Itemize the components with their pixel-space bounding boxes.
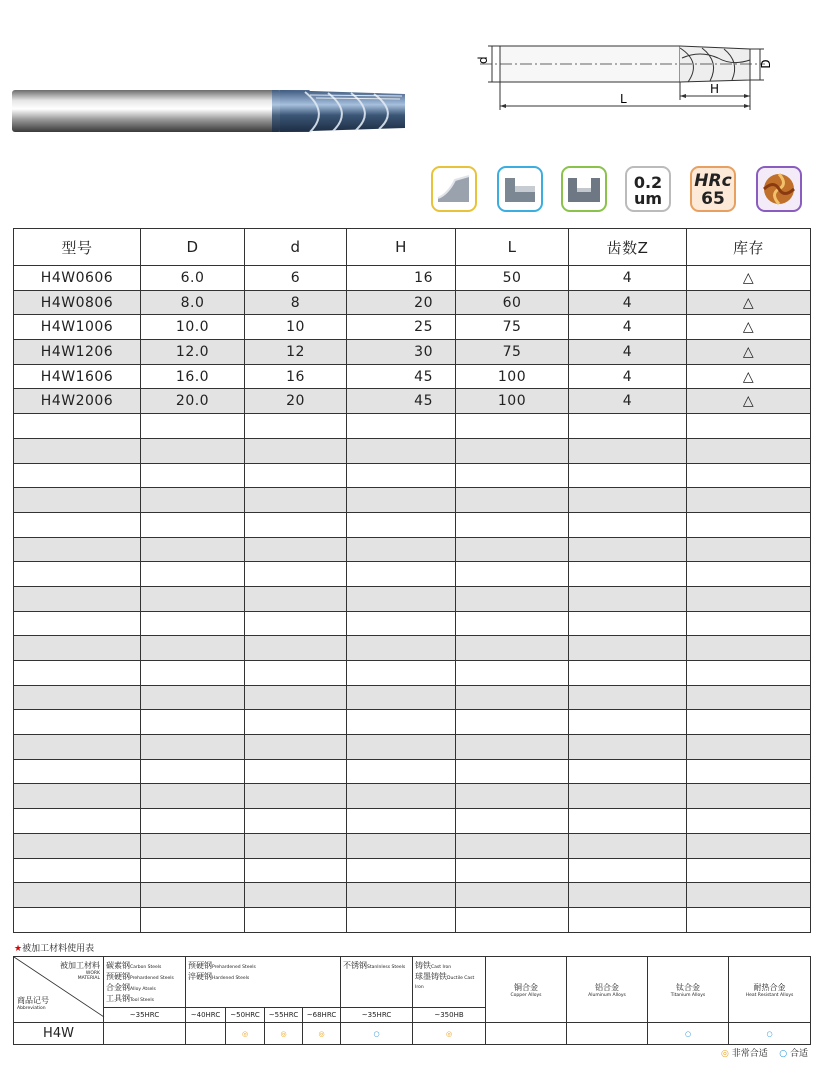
table-row <box>14 809 811 834</box>
table-cell <box>245 512 347 537</box>
materials-title-text: 被加工材料使用表 <box>22 944 95 954</box>
table-cell <box>347 883 456 908</box>
table-cell: 50 <box>456 266 569 291</box>
table-cell <box>141 636 245 661</box>
suitability-mark: ○ <box>648 1023 729 1045</box>
table-cell: 16.0 <box>141 364 245 389</box>
table-cell <box>141 438 245 463</box>
profile-milling-icon <box>431 166 477 212</box>
table-cell <box>141 661 245 686</box>
table-cell <box>14 438 141 463</box>
table-cell: 4 <box>569 364 687 389</box>
table-cell <box>687 512 811 537</box>
table-cell <box>687 661 811 686</box>
table-row <box>14 389 811 414</box>
table-cell <box>456 784 569 809</box>
table-cell <box>569 883 687 908</box>
drawing-label-D: D <box>759 59 773 69</box>
table-row <box>14 364 811 389</box>
table-cell: H4W1606 <box>14 364 141 389</box>
material-hardened-steels <box>186 957 341 1008</box>
table-row <box>14 340 811 365</box>
table-cell <box>569 809 687 834</box>
table-cell <box>14 611 141 636</box>
table-cell <box>347 414 456 439</box>
table-cell: 12.0 <box>141 340 245 365</box>
materials-title <box>14 941 94 954</box>
table-cell: 8 <box>245 290 347 315</box>
table-cell <box>456 463 569 488</box>
grade-cell: ~68HRC <box>303 1008 341 1023</box>
table-row <box>14 488 811 513</box>
table-cell: 12 <box>245 340 347 365</box>
table-cell <box>141 784 245 809</box>
table-cell <box>141 759 245 784</box>
table-cell: △ <box>687 340 811 365</box>
material-line: 不锈钢Stanlnless Steels <box>343 961 406 970</box>
drawing-label-H: H <box>710 82 720 96</box>
table-cell <box>347 463 456 488</box>
grade-cell: ~35HRC <box>104 1008 186 1023</box>
table-cell <box>347 833 456 858</box>
table-row <box>14 562 811 587</box>
table-cell <box>245 636 347 661</box>
table-cell <box>687 784 811 809</box>
table-cell <box>347 488 456 513</box>
grade-cell: ~40HRC <box>186 1008 226 1023</box>
table-cell <box>687 685 811 710</box>
material-carbon-steels <box>104 957 186 1008</box>
table-cell <box>456 562 569 587</box>
table-cell <box>569 735 687 760</box>
table-cell <box>456 636 569 661</box>
material-aluminum: 铝合金 Aluminum Alloys <box>567 957 648 1023</box>
table-cell <box>245 414 347 439</box>
table-cell <box>687 463 811 488</box>
table-cell: 20.0 <box>141 389 245 414</box>
table-cell <box>569 759 687 784</box>
hardness-value: 65 <box>701 189 725 209</box>
table-cell <box>687 636 811 661</box>
table-row <box>14 266 811 291</box>
table-cell <box>456 710 569 735</box>
table-cell <box>347 710 456 735</box>
table-cell <box>569 611 687 636</box>
table-cell: 100 <box>456 364 569 389</box>
suitability-mark: ◎ <box>413 1023 486 1045</box>
corner-work-zh: 被加工材料 <box>60 961 100 970</box>
spec-table <box>13 228 811 933</box>
grade-cell: ~350HB <box>413 1008 486 1023</box>
legend-suitable: 合适 <box>789 1049 808 1059</box>
table-cell <box>245 809 347 834</box>
table-cell <box>245 858 347 883</box>
table-cell <box>14 858 141 883</box>
table-cell <box>14 463 141 488</box>
table-cell <box>687 562 811 587</box>
suitability-mark: ◎ <box>226 1023 265 1045</box>
table-cell: 20 <box>347 290 456 315</box>
legend <box>721 1046 808 1059</box>
table-cell: H4W0806 <box>14 290 141 315</box>
table-cell <box>347 685 456 710</box>
grade-cell: ~55HRC <box>265 1008 303 1023</box>
table-cell <box>141 809 245 834</box>
table-cell <box>14 710 141 735</box>
material-copper: 铜合金 Copper Alloys <box>486 957 567 1023</box>
materials-table <box>13 956 811 1045</box>
table-cell <box>456 488 569 513</box>
table-cell <box>687 710 811 735</box>
table-cell <box>569 562 687 587</box>
table-cell <box>14 661 141 686</box>
table-cell <box>14 488 141 513</box>
table-cell <box>14 636 141 661</box>
table-cell <box>245 833 347 858</box>
table-cell <box>245 537 347 562</box>
table-cell: H4W2006 <box>14 389 141 414</box>
table-row <box>14 414 811 439</box>
table-cell <box>245 438 347 463</box>
suitability-mark <box>567 1023 648 1045</box>
table-cell <box>14 512 141 537</box>
table-cell <box>141 414 245 439</box>
table-cell <box>347 907 456 932</box>
table-cell <box>141 512 245 537</box>
table-cell <box>569 858 687 883</box>
hardness-label: HRc <box>694 171 732 191</box>
header-D: D <box>141 229 245 266</box>
table-cell <box>141 463 245 488</box>
table-cell <box>687 759 811 784</box>
table-cell <box>569 710 687 735</box>
material-line: 预硬钢Prehardened Steels <box>188 961 256 970</box>
drawing-label-L: L <box>620 92 627 106</box>
table-cell <box>456 438 569 463</box>
table-cell <box>141 611 245 636</box>
table-cell <box>245 759 347 784</box>
hardness-icon <box>690 166 736 212</box>
table-cell: 75 <box>456 340 569 365</box>
surface-roughness-unit: um <box>633 189 663 208</box>
table-row <box>14 290 811 315</box>
material-line: 球墨铸铁Ductile Cast Iron <box>415 972 475 990</box>
table-cell <box>141 833 245 858</box>
grade-cell: ~35HRC <box>341 1008 413 1023</box>
table-cell <box>456 907 569 932</box>
table-cell: 4 <box>569 290 687 315</box>
corner-work-en1: WORK <box>85 971 100 976</box>
star-icon: ★ <box>14 944 23 954</box>
table-cell <box>141 883 245 908</box>
material-heat-resistant: 耐热合金 Heat Resistant Alloys <box>729 957 811 1023</box>
table-cell <box>141 735 245 760</box>
table-cell <box>687 611 811 636</box>
table-cell <box>347 735 456 760</box>
table-cell <box>456 512 569 537</box>
table-cell: 4 <box>569 389 687 414</box>
material-stainless-steels <box>341 957 413 1008</box>
table-cell: 10.0 <box>141 315 245 340</box>
table-cell: 16 <box>245 364 347 389</box>
slot-milling-icon <box>561 166 607 212</box>
table-cell: △ <box>687 266 811 291</box>
table-cell <box>245 907 347 932</box>
suitability-mark: ○ <box>341 1023 413 1045</box>
table-cell: 75 <box>456 315 569 340</box>
table-cell <box>569 463 687 488</box>
table-cell <box>14 586 141 611</box>
table-cell <box>569 661 687 686</box>
suitable-icon: ○ <box>779 1049 788 1059</box>
table-cell <box>347 537 456 562</box>
table-cell <box>687 414 811 439</box>
table-cell <box>245 784 347 809</box>
table-cell <box>14 883 141 908</box>
table-cell <box>245 562 347 587</box>
table-cell <box>14 809 141 834</box>
table-cell <box>456 611 569 636</box>
table-cell <box>14 759 141 784</box>
table-cell <box>14 907 141 932</box>
table-cell: H4W1206 <box>14 340 141 365</box>
table-cell <box>687 907 811 932</box>
table-cell <box>456 809 569 834</box>
suitability-mark: ◎ <box>303 1023 341 1045</box>
material-line: 合金钢Alloy Atsels <box>106 983 156 992</box>
table-cell <box>141 586 245 611</box>
suitability-mark <box>104 1023 186 1045</box>
table-cell <box>141 710 245 735</box>
suitability-mark <box>186 1023 226 1045</box>
table-cell: 6.0 <box>141 266 245 291</box>
material-line: 碳素钢Carbon Steels <box>106 961 162 970</box>
table-cell <box>456 685 569 710</box>
table-cell <box>456 537 569 562</box>
table-cell <box>245 661 347 686</box>
table-row <box>14 315 811 340</box>
product-row <box>14 1023 811 1045</box>
table-cell: 4 <box>569 266 687 291</box>
table-cell: 30 <box>347 340 456 365</box>
table-cell <box>569 537 687 562</box>
table-cell <box>14 735 141 760</box>
table-cell: 4 <box>569 340 687 365</box>
table-cell <box>456 858 569 883</box>
coating-icon <box>756 166 802 212</box>
materials-header-row <box>14 957 811 1008</box>
table-cell <box>687 833 811 858</box>
table-cell <box>456 759 569 784</box>
table-cell <box>245 710 347 735</box>
table-cell <box>347 661 456 686</box>
table-cell <box>569 512 687 537</box>
table-row <box>14 858 811 883</box>
very-suitable-icon: ◎ <box>721 1049 729 1059</box>
material-line: 铸铁Cast Iron <box>415 961 452 970</box>
table-cell: 45 <box>347 389 456 414</box>
table-cell <box>245 685 347 710</box>
table-cell <box>569 784 687 809</box>
table-cell: 16 <box>347 266 456 291</box>
table-cell <box>141 537 245 562</box>
table-cell <box>347 809 456 834</box>
table-cell <box>569 414 687 439</box>
end-mill-photo <box>10 82 410 142</box>
table-row <box>14 586 811 611</box>
corner-work-en2: MATERIAL <box>77 976 100 981</box>
suitability-mark: ○ <box>729 1023 811 1045</box>
table-cell <box>687 883 811 908</box>
table-cell <box>687 438 811 463</box>
table-cell <box>456 414 569 439</box>
table-row <box>14 735 811 760</box>
table-cell <box>569 586 687 611</box>
table-cell <box>456 883 569 908</box>
table-row <box>14 438 811 463</box>
table-cell <box>456 833 569 858</box>
table-cell <box>687 735 811 760</box>
table-cell: H4W0606 <box>14 266 141 291</box>
table-cell <box>245 735 347 760</box>
header-d: d <box>245 229 347 266</box>
product-code: H4W <box>14 1023 104 1045</box>
table-cell <box>569 685 687 710</box>
table-cell: △ <box>687 389 811 414</box>
table-cell <box>141 685 245 710</box>
table-cell <box>456 586 569 611</box>
table-cell: 10 <box>245 315 347 340</box>
spec-table-header <box>14 229 811 266</box>
table-cell <box>687 809 811 834</box>
header-H: H <box>347 229 456 266</box>
table-cell <box>456 735 569 760</box>
material-line: 工具钢Tool Steels <box>106 994 154 1003</box>
table-cell <box>347 858 456 883</box>
header-model: 型号 <box>14 229 141 266</box>
table-cell <box>687 858 811 883</box>
table-cell <box>347 512 456 537</box>
table-cell <box>14 685 141 710</box>
table-cell <box>14 833 141 858</box>
table-cell <box>569 438 687 463</box>
table-cell <box>569 488 687 513</box>
material-line: 预硬钢Prehardened Steels <box>106 972 174 981</box>
table-cell: △ <box>687 364 811 389</box>
table-cell: △ <box>687 315 811 340</box>
table-row <box>14 611 811 636</box>
table-cell: 6 <box>245 266 347 291</box>
table-cell <box>569 636 687 661</box>
table-cell: 25 <box>347 315 456 340</box>
table-cell: 100 <box>456 389 569 414</box>
table-cell <box>347 759 456 784</box>
table-row <box>14 710 811 735</box>
table-cell <box>14 537 141 562</box>
table-cell: 60 <box>456 290 569 315</box>
corner-code-zh: 商品记号 <box>17 996 49 1005</box>
drawing-label-d: d <box>476 56 490 64</box>
table-cell <box>347 784 456 809</box>
table-row <box>14 759 811 784</box>
table-cell: △ <box>687 290 811 315</box>
table-cell <box>687 488 811 513</box>
material-line: 淬硬钢Hardened Steels <box>188 972 250 981</box>
suitability-mark: ◎ <box>265 1023 303 1045</box>
table-cell <box>245 463 347 488</box>
legend-very-suitable: 非常合适 <box>731 1049 768 1059</box>
table-cell: 20 <box>245 389 347 414</box>
table-cell <box>569 833 687 858</box>
table-cell <box>141 562 245 587</box>
table-cell <box>141 907 245 932</box>
table-cell <box>347 438 456 463</box>
table-row <box>14 636 811 661</box>
table-row <box>14 883 811 908</box>
header-teeth: 齿数Z <box>569 229 687 266</box>
corner-code-en: Abbreviation <box>17 1006 46 1011</box>
table-cell <box>14 562 141 587</box>
table-cell <box>347 636 456 661</box>
table-cell <box>141 858 245 883</box>
table-cell <box>687 537 811 562</box>
table-cell: H4W1006 <box>14 315 141 340</box>
table-row <box>14 463 811 488</box>
table-cell <box>347 586 456 611</box>
surface-roughness-icon <box>625 166 671 212</box>
material-cast-iron <box>413 957 486 1008</box>
suitability-mark <box>486 1023 567 1045</box>
table-cell <box>569 907 687 932</box>
table-row <box>14 907 811 932</box>
table-cell <box>245 586 347 611</box>
table-cell <box>347 611 456 636</box>
table-row <box>14 661 811 686</box>
table-row <box>14 833 811 858</box>
header-stock: 库存 <box>687 229 811 266</box>
table-cell <box>245 883 347 908</box>
table-cell <box>14 784 141 809</box>
table-cell <box>245 488 347 513</box>
table-cell <box>456 661 569 686</box>
header-L: L <box>456 229 569 266</box>
dimension-drawing <box>470 36 773 116</box>
table-row <box>14 784 811 809</box>
surface-roughness-value: 0.2 <box>633 173 663 192</box>
table-cell: 45 <box>347 364 456 389</box>
table-cell <box>347 562 456 587</box>
materials-corner <box>14 957 104 1023</box>
table-cell: 4 <box>569 315 687 340</box>
shoulder-milling-icon <box>497 166 543 212</box>
table-row <box>14 512 811 537</box>
table-cell <box>687 586 811 611</box>
table-row <box>14 537 811 562</box>
table-row <box>14 685 811 710</box>
table-cell <box>245 611 347 636</box>
material-titanium: 钛合金 Titanium Alloys <box>648 957 729 1023</box>
table-cell: 8.0 <box>141 290 245 315</box>
grade-cell: ~50HRC <box>226 1008 265 1023</box>
table-cell <box>141 488 245 513</box>
table-cell <box>14 414 141 439</box>
